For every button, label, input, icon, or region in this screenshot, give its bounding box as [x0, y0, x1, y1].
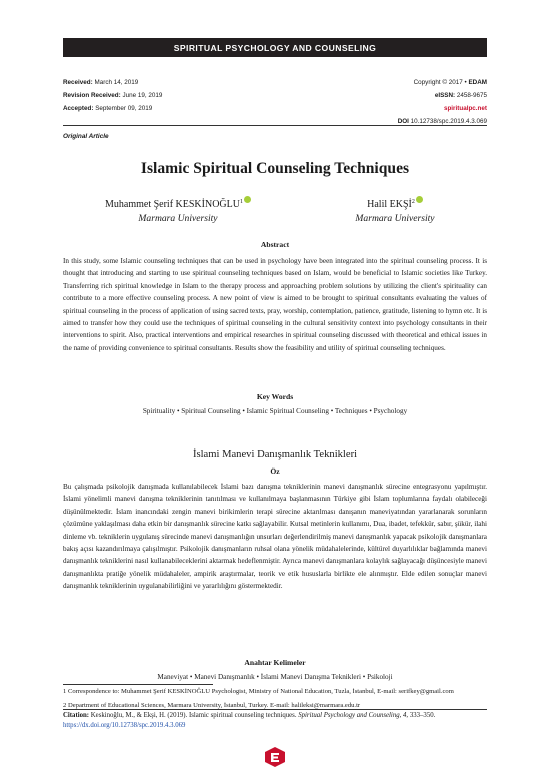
- oz-heading: Öz: [270, 467, 280, 476]
- citation-divider: [63, 709, 487, 710]
- doi-label: DOI: [397, 118, 409, 125]
- citation-doi-link[interactable]: https://dx.doi.org/10.12738/spc.2019.4.3.069: [63, 722, 186, 730]
- publisher-info: Copyright © 2017 • EDAM eISSN: 2458-9675 spiritualpc.net DOI 10.12738/spc.2019.4.3.069: [397, 79, 487, 125]
- publisher-name: EDAM: [468, 79, 487, 86]
- received-label: Received:: [63, 79, 93, 86]
- eissn-value: 2458-9675: [456, 92, 487, 99]
- revision-label: Revision Received:: [63, 92, 121, 99]
- header-divider: [63, 125, 487, 126]
- citation: [63, 711, 487, 732]
- copyright-text: Copyright © 2017: [413, 79, 463, 86]
- orcid-icon[interactable]: [244, 196, 251, 203]
- author-sup: 2: [411, 199, 415, 205]
- turkish-title: İslami Manevi Danışmanlık Teknikleri: [192, 449, 358, 460]
- footnote-number: 2: [63, 702, 67, 709]
- citation-journal: Spiritual Psychology and Counseling, 4,: [298, 712, 409, 719]
- doi-value[interactable]: 10.12738/spc.2019.4.3.069: [410, 118, 487, 125]
- turkish-keywords-list: Maneviyat • Manevi Danışmanlık • İslami Manevi Danışma Teknikleri • Psikoloji: [157, 673, 393, 681]
- oz-text: Bu çalışmada psikolojik danışmada kullanılabilecek İslami bazı danışma tekniklerinin manevi danışmanlık sürecine entegrasyonu yapılmıştır. İslami yönelimli manevi danışma tekniklerinin tanıtılması ve kullanılmaya başlanmasının Türkiye gibi İslam toplumlarına faydalı olabileceği düşünülmektedir. İslam inancındaki zengin manevi birikimlerin terapi sürecine aktarılması danışanın maneviyatından yararlanarak sorunların çözümüne yaklaşılması daha etkin bir danışmanlık sürecine katkı sağlayabilir. Kutsal metinlerin kullanımı, Dua, ibadet, tefekkür, sabır, şükür, ilahi dinleme vb. tekniklerin uygulanış sürecinde manevi danışmanlığın unsurları değerlendirilmiş manevi danışmanlık yapacak psikolojik danışmanlara bakış açısı kazandırılmaya çalışılmıştır. Psikolojik danışmanların ruhsal olana yönelik müdahalelerinde, kültürel duyarlılıklar bağlamında manevi danışmanlık tekniklerini nasıl kullanabileceklerini aktarmak hedeflenmiştir. Ayrıca manevi danışmanlara kolaylık sağlayacağı düşüncesiyle manevi danışmanlıkta pratiğe yönelik müdahaleler, ampirik araştırmalar, teorik ve etik hususlarla birlikte ele alınmıştır. Elde edilen sonuçlar manevi danışmanlık tekniklerinin uygulanabilirliğini ve yararlılığını göstermektedir.: [63, 483, 487, 591]
- journal-banner: SPIRITUAL PSYCHOLOGY AND COUNSELING: [63, 38, 487, 57]
- keywords-heading: Key Words: [256, 392, 294, 401]
- author-name: Halil EKŞİ: [367, 199, 412, 210]
- author-affiliation: Marmara University: [138, 213, 218, 224]
- edam-logo-icon: [264, 746, 286, 768]
- author-sup: 1: [239, 199, 243, 205]
- article-dates: [63, 76, 162, 115]
- journal-website-link[interactable]: spiritualpc.net: [443, 105, 487, 112]
- revision-date: June 19, 2019: [122, 92, 163, 99]
- received-date: March 14, 2019: [94, 79, 139, 86]
- article-title: Islamic Spiritual Counseling Techniques: [140, 160, 410, 177]
- author-2: [300, 196, 490, 224]
- keywords-list: Spirituality • Spiritual Counseling • Islamic Spiritual Counseling • Techniques • Psychology: [142, 407, 408, 415]
- orcid-icon[interactable]: [416, 196, 423, 203]
- citation-label: Citation:: [63, 712, 90, 719]
- turkish-keywords-heading: Anahtar Kelimeler: [244, 658, 306, 667]
- footnote-divider: [63, 684, 213, 685]
- citation-pages: 333–350.: [409, 712, 436, 719]
- citation-authors-title: Keskinoğlu, M., & Ekşi, H. (2019). Islamic spiritual counseling techniques.: [90, 712, 297, 719]
- footnote-text: Department of Educational Sciences, Marmara University, İstanbul, Turkey. E-mail: halileksi@marmara.edu.tr: [67, 702, 361, 709]
- eissn-label: eISSN:: [434, 92, 456, 99]
- author-affiliation: Marmara University: [355, 213, 435, 224]
- footnote-1: [63, 687, 487, 697]
- author-1: [83, 196, 273, 224]
- abstract-heading: Abstract: [260, 240, 290, 249]
- footnote-number: 1: [63, 688, 67, 695]
- accepted-label: Accepted:: [63, 105, 94, 112]
- article-type: Original Article: [63, 133, 109, 140]
- accepted-date: September 09, 2019: [95, 105, 153, 112]
- footnote-text: Correspondence to: Muhammet Şerif KESKİNOĞLU Psychologist, Ministry of National Education, Tuzla, İstanbul, E-mail: serifkey@gmail.com: [67, 688, 454, 695]
- author-name: Muhammet Şerif KESKİNOĞLU: [105, 199, 240, 210]
- abstract-text: In this study, some Islamic counseling techniques that can be used in psychology have been integrated into the spiritual counseling process. It is thought that introducing and starting to use spiritual counseling techniques based on Islam, would be beneficial to Islamic societies like Turkey. Transferring rich spiritual knowledge in Islam to the therapy process and approaching problem solutions by utilizing the client's spirituality can contribute to a more effective counseling process. A new point of view is aimed to be brought to spiritual consultants evaluating the values of spiritual counseling in the process of application of using sacred texts, pray, worship, contemplation, patience, gratitude, listening to hymn etc. It is aimed to transfer how they could use the techniques of spiritual counseling in the cultural sensitivity context into psychology consultants in their interventions to spirit. Also, practical interventions and empirical researches in spiritual counseling discussed with theoretical and ethical issues in the name of providing convenience to spiritual consultants. Results show the feasibility and utility of spiritual counseling techniques.: [63, 257, 487, 352]
